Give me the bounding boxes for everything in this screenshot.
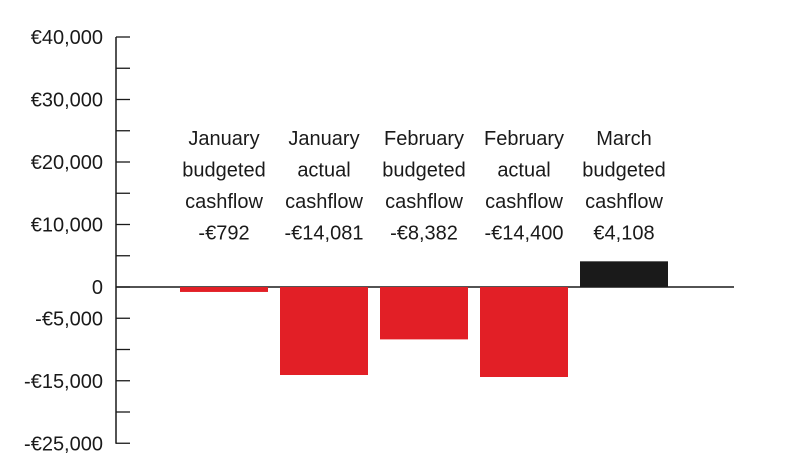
bar-5	[580, 261, 668, 287]
bar-label-line: -€792	[198, 222, 250, 245]
bar-3	[380, 287, 468, 339]
bar-label-line: March	[596, 128, 652, 150]
y-tick-label: -€25,000	[24, 433, 103, 456]
y-tick-label: €40,000	[30, 27, 103, 49]
y-tick-label: €20,000	[30, 152, 103, 174]
bar-label-line: actual	[297, 159, 351, 182]
bar-labels	[182, 128, 665, 245]
bar-4	[480, 287, 568, 377]
bar-label-line: budgeted	[382, 159, 466, 182]
bar-label-line: -€14,081	[284, 222, 364, 245]
bar-label-line: budgeted	[582, 159, 666, 182]
y-tick-label: €30,000	[30, 89, 103, 112]
bars	[180, 261, 668, 377]
bar-label-line: February	[483, 128, 565, 150]
bar-2	[280, 287, 368, 375]
y-tick-label: €10,000	[30, 214, 103, 237]
y-tick-label: 0	[91, 277, 103, 299]
bar-label-line: cashflow	[485, 191, 563, 213]
bar-label-line: budgeted	[182, 159, 266, 182]
bar-label-line: cashflow	[285, 191, 363, 213]
bar-label-line: cashflow	[185, 191, 263, 213]
bar-label-line: €4,108	[593, 222, 655, 245]
bar-1	[180, 287, 268, 292]
bar-label-line: -€14,400	[484, 222, 564, 245]
bar-label-line: actual	[497, 159, 551, 182]
bar-label-line: January	[188, 128, 260, 150]
y-tick-labels	[24, 27, 103, 455]
bar-label-line: cashflow	[385, 191, 463, 213]
bar-label-line: January	[288, 128, 360, 150]
bar-label-line: February	[383, 128, 465, 150]
y-tick-label: -€15,000	[24, 370, 103, 393]
bar-label-line: cashflow	[585, 191, 663, 213]
y-tick-label: -€5,000	[35, 308, 103, 331]
bar-label-line: -€8,382	[390, 222, 458, 245]
